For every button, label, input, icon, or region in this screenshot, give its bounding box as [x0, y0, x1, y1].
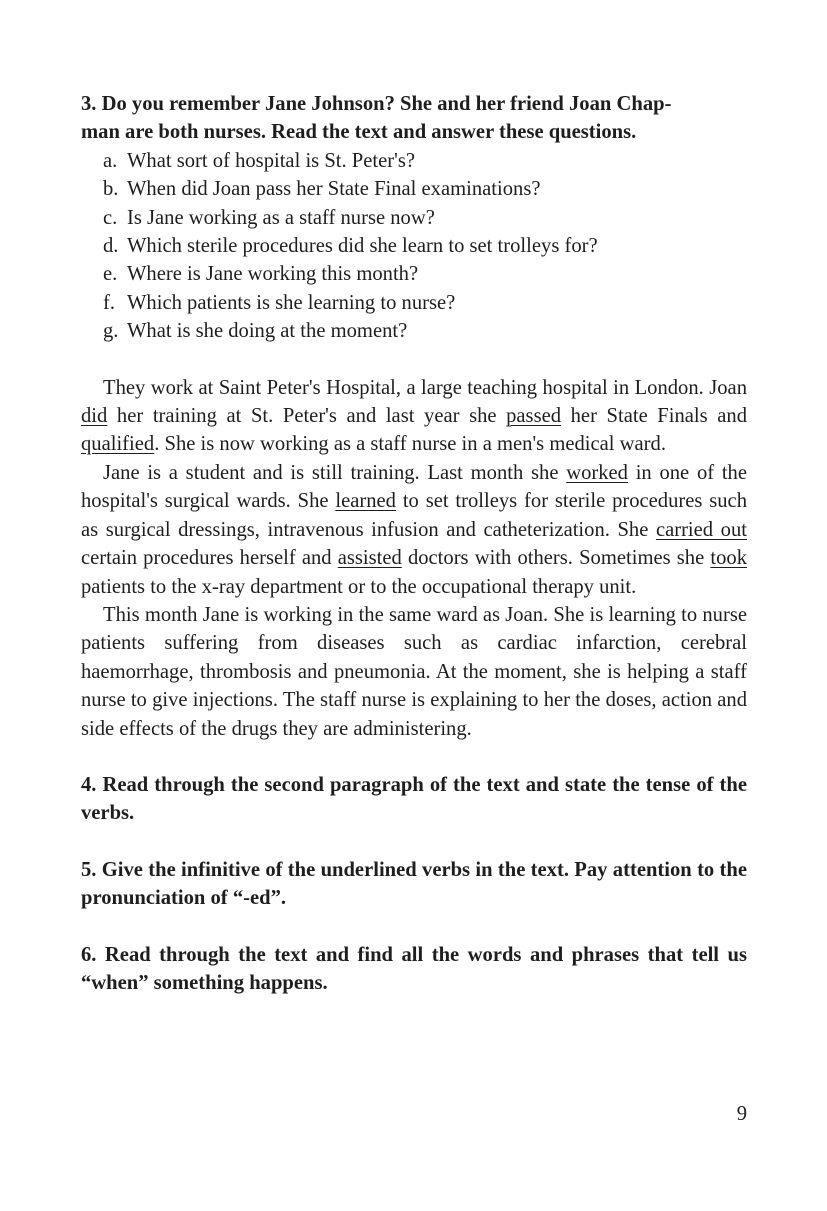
question-letter: d. [103, 235, 119, 258]
task-3-heading-line-2: man are both nurses. Read the text and answer these questions. [81, 121, 637, 144]
list-item [103, 204, 747, 232]
question-letter: b. [103, 178, 119, 201]
question-text: Where is Jane working this month? [127, 263, 419, 286]
text-run: her State Finals and [561, 405, 747, 428]
list-item [103, 147, 747, 175]
text-run: They work at Saint Peter's Hospital, a large teaching hospital in London. Joan [103, 376, 747, 399]
underlined-verb: carried out [655, 518, 747, 541]
question-text: What is she doing at the moment? [127, 320, 408, 343]
underlined-verb: did [81, 405, 108, 428]
list-item [103, 232, 747, 260]
question-letter: g. [103, 320, 119, 343]
question-text: Is Jane working as a staff nurse now? [127, 206, 435, 229]
text-run: patients to the x-ray department or to the occupational therapy unit. [81, 575, 637, 598]
paragraph-3: This month Jane is working in the same ward as Joan. She is learning to nurse patients suffering from diseases such as cardiac infarction, cerebral haemorrhage, thrombosis and pneumonia. At the moment, she is helping a staff nurse to give injections. The staff nurse is explaining to her the doses, action and side effects of the drugs they are administering. [81, 603, 747, 740]
paragraph-2 [81, 459, 747, 601]
underlined-verb: qualified [81, 433, 155, 456]
task-3-heading-line-1: 3. Do you remember Jane Johnson? She and her friend Joan Chap- [81, 93, 672, 115]
reading-text [81, 374, 747, 743]
question-text: When did Joan pass her State Final examinations? [127, 178, 541, 201]
text-run: Jane is a student and is still training. Last month she [103, 461, 567, 484]
task-6-heading: 6. Read through the text and find all the words and phrases that tell us “when” something happens. [81, 943, 747, 994]
text-run: certain procedures herself and [81, 547, 338, 570]
question-letter: f. [103, 291, 116, 314]
list-item [103, 289, 747, 317]
text-run: in one of the hospital's surgical wards. She [81, 461, 747, 513]
underlined-verb: assisted [337, 547, 402, 570]
question-list [81, 147, 747, 346]
page-content [81, 90, 747, 997]
question-letter: c. [103, 206, 118, 229]
question-text: Which patients is she learning to nurse? [127, 291, 456, 314]
paragraph-1 [81, 374, 747, 459]
list-item [103, 260, 747, 288]
question-letter: a. [103, 149, 118, 172]
underlined-verb: took [710, 547, 747, 570]
task-4-heading: 4. Read through the second paragraph of the text and state the tense of the verbs. [81, 773, 747, 825]
underlined-verb: passed [506, 405, 562, 428]
list-item [103, 317, 747, 345]
underlined-verb: worked [566, 461, 628, 484]
question-letter: e. [103, 263, 118, 286]
page-number: 9 [736, 1103, 747, 1125]
text-run: . She is now working as a staff nurse in a men's medical ward. [154, 433, 666, 456]
question-text: Which sterile procedures did she learn to set trolleys for? [127, 235, 598, 258]
text-run: her training at St. Peter's and last year she [107, 405, 507, 428]
task-5-heading: 5. Give the infinitive of the underlined verbs in the text. Pay attention to the pronunciation of “-ed”. [81, 858, 747, 910]
underlined-verb: learned [335, 490, 396, 513]
question-text: What sort of hospital is St. Peter's? [127, 149, 415, 172]
text-run: to set trolleys for sterile procedures such as surgical dressings, intravenous infusion and catheterization. She [81, 490, 747, 541]
list-item [103, 175, 747, 203]
task-3-heading [81, 90, 747, 147]
text-run: doctors with others. Sometimes she [401, 547, 711, 570]
